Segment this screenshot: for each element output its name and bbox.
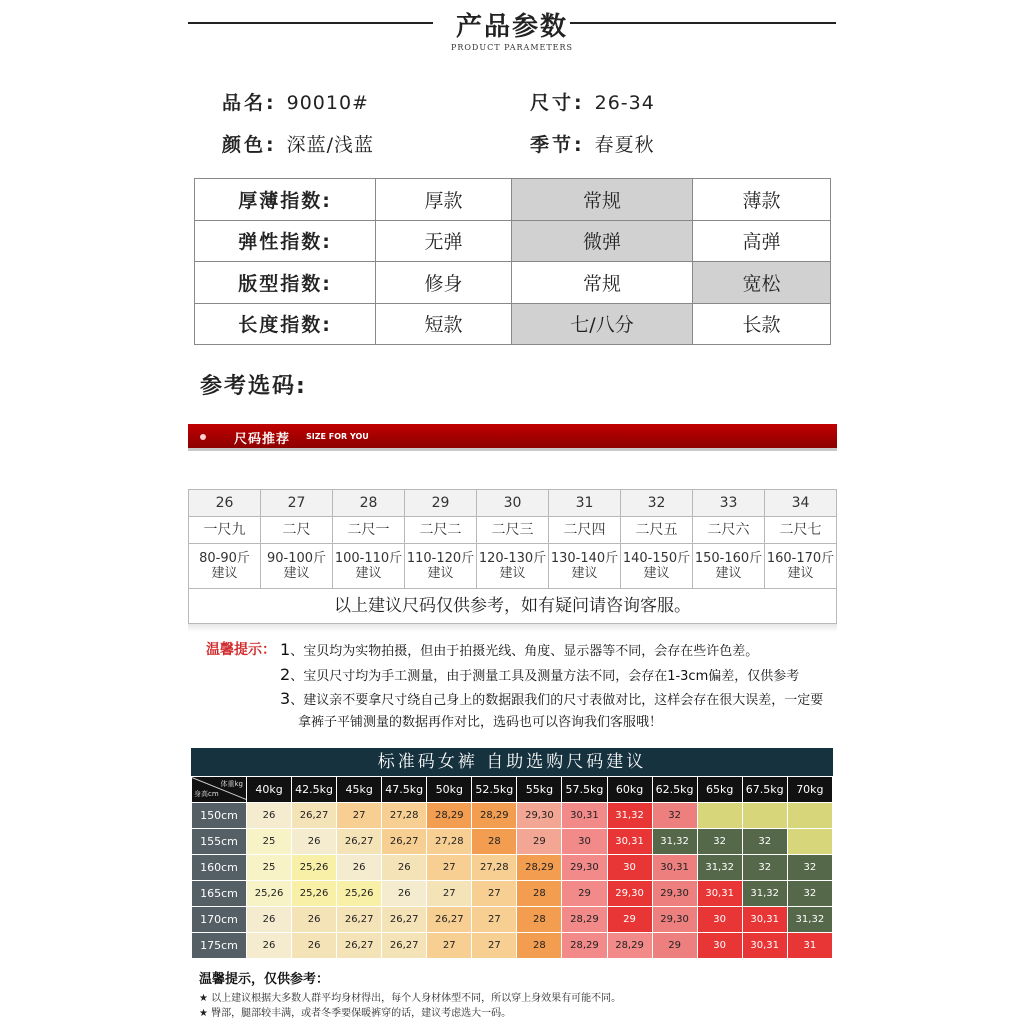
tip-1 [280,640,758,659]
chart-cell: 25,26 [292,855,337,881]
tip-3 [280,689,823,708]
waist-cell: 二尺七 [765,517,837,544]
chart-cell: 26,27 [337,829,382,855]
index-option: 常规 [512,262,693,304]
waist-cell: 二尺一 [333,517,405,544]
size-cell: 26 [189,490,261,517]
chart-corner-cell [192,777,247,803]
suggest-word: 建议 [715,566,742,581]
chart-cell: 26 [292,829,337,855]
product-color [222,130,374,157]
product-name [222,88,369,115]
chart-cell: 26 [337,855,382,881]
chart-cell: 29,30 [517,803,562,829]
size-cell: 31 [549,490,621,517]
weight-header: 50kg [427,777,472,803]
waist-row [189,517,837,544]
chart-cell: 29,30 [562,855,607,881]
index-row-label: 版型指数: [195,262,376,304]
chart-cell: 28 [472,829,517,855]
weight-header: 42.5kg [292,777,337,803]
chart-cell [742,803,787,829]
chart-cell [787,829,832,855]
index-row [195,220,831,262]
chart-cell: 25,26 [247,881,292,907]
suggest-word: 建议 [211,566,238,581]
chart-cell: 30,31 [742,933,787,959]
weight-header: 52.5kg [472,777,517,803]
weight-range: 130-140斤 [550,551,619,566]
waist-cell: 二尺 [261,517,333,544]
chart-cell: 31,32 [697,855,742,881]
chart-cell: 26 [292,933,337,959]
chart-row [192,855,833,881]
index-option: 短款 [376,303,512,345]
chart-cell [697,803,742,829]
waist-cell: 二尺三 [477,517,549,544]
size-cell: 28 [333,490,405,517]
index-option: 薄款 [693,179,831,221]
index-option: 修身 [376,262,512,304]
weight-header: 67.5kg [742,777,787,803]
warm-tip-2: ★ 臀部，腿部较丰满，或者冬季要保暖裤穿的话，建议考虑选大一码。 [199,1008,512,1019]
chart-cell: 32 [787,855,832,881]
chart-cell: 30 [607,855,652,881]
chart-cell: 31,32 [742,881,787,907]
weight-header: 47.5kg [382,777,427,803]
weight-range: 90-100斤 [266,551,327,566]
product-size-label: 尺寸: [530,92,585,114]
chart-cell: 29,30 [607,881,652,907]
suggest-word: 建议 [427,566,454,581]
weight-range: 100-110斤 [334,551,403,566]
index-option: 厚款 [376,179,512,221]
weight-header: 55kg [517,777,562,803]
weight-header: 60kg [607,777,652,803]
chart-cell: 30,31 [742,907,787,933]
size-chart-table [191,776,833,959]
chart-cell: 31,32 [607,803,652,829]
index-row [195,303,831,345]
size-cell: 34 [765,490,837,517]
weight-range: 150-160斤 [694,551,763,566]
index-option: 七/八分 [512,303,693,345]
suggest-word: 建议 [355,566,382,581]
product-name-value: 90010# [286,92,369,114]
chart-cell: 28 [517,881,562,907]
chart-cell: 25 [247,829,292,855]
chart-cell: 25 [247,855,292,881]
weight-header: 62.5kg [652,777,697,803]
chart-cell: 32 [652,803,697,829]
chart-cell: 26,27 [292,803,337,829]
suggest-word: 建议 [643,566,670,581]
product-size [530,88,655,115]
chart-cell: 29,30 [652,907,697,933]
waist-cell: 二尺二 [405,517,477,544]
chart-cell: 28,29 [562,907,607,933]
chart-cell: 27 [472,933,517,959]
chart-cell: 27 [472,907,517,933]
page-title: 产品参数 [455,12,568,42]
suggest-word: 建议 [499,566,526,581]
weight-cell [765,544,837,589]
index-option: 微弹 [512,220,693,262]
weight-row [189,544,837,589]
height-header: 165cm [192,881,247,907]
waist-cell: 二尺四 [549,517,621,544]
size-cell: 29 [405,490,477,517]
chart-cell: 27 [427,881,472,907]
weight-cell [549,544,621,589]
suggest-word: 建议 [283,566,310,581]
chart-cell: 29 [517,829,562,855]
tip-2 [280,665,799,684]
index-option: 长款 [693,303,831,345]
size-cell: 27 [261,490,333,517]
chart-cell: 28,29 [427,803,472,829]
chart-cell: 25,26 [292,881,337,907]
chart-cell: 30,31 [562,803,607,829]
tip-1-num: 1 [280,640,291,659]
chart-cell: 32 [787,881,832,907]
corner-height-label: 身高cm [194,790,219,798]
chart-cell: 26,27 [382,933,427,959]
chart-cell: 27 [472,881,517,907]
chart-cell: 28,29 [562,933,607,959]
chart-cell: 28,29 [607,933,652,959]
product-season-value: 春夏秋 [594,134,655,156]
index-row [195,262,831,304]
size-cell: 32 [621,490,693,517]
index-option: 无弹 [376,220,512,262]
weight-header: 65kg [697,777,742,803]
weight-header: 40kg [247,777,292,803]
chart-cell [787,803,832,829]
height-header: 160cm [192,855,247,881]
weight-cell [333,544,405,589]
index-table [194,178,831,345]
chart-cell: 30,31 [697,881,742,907]
weight-range: 80-90斤 [199,551,250,566]
weight-range: 110-120斤 [406,551,475,566]
weight-cell [189,544,261,589]
weight-cell [621,544,693,589]
chart-cell: 26 [247,803,292,829]
waist-cell: 二尺六 [693,517,765,544]
chart-row [192,907,833,933]
waist-cell: 一尺九 [189,517,261,544]
chart-row [192,933,833,959]
chart-cell: 26 [247,907,292,933]
size-recommend-table [188,489,837,589]
index-row [195,179,831,221]
chart-cell: 32 [742,855,787,881]
weight-range: 120-130斤 [478,551,547,566]
chart-cell: 32 [742,829,787,855]
height-header: 155cm [192,829,247,855]
chart-cell: 26 [292,907,337,933]
product-color-label: 颜色: [222,134,277,156]
chart-cell: 31,32 [787,907,832,933]
banner-subtitle: SIZE FOR YOU [306,432,369,441]
chart-cell: 29 [607,907,652,933]
size-banner [188,424,837,451]
chart-cell: 30 [562,829,607,855]
chart-cell: 31 [787,933,832,959]
chart-cell: 29,30 [652,881,697,907]
chart-cell: 26,27 [427,907,472,933]
chart-cell: 26,27 [382,907,427,933]
chart-cell: 26 [382,855,427,881]
product-size-value: 26-34 [594,92,655,114]
product-season-label: 季节: [530,134,585,156]
chart-cell: 29 [652,933,697,959]
warm-tip-1: ★ 以上建议根据大多数人群平均身材得出，每个人身材体型不同，所以穿上身效果有可能不同。 [199,993,622,1004]
weight-cell [693,544,765,589]
tip-2-text: 、宝贝尺寸均为手工测量，由于测量工具及测量方法不同，会存在1-3cm偏差，仅供参考 [290,669,800,684]
recommend-note: 以上建议尺码仅供参考，如有疑问请咨询客服。 [188,589,837,624]
chart-cell: 27,28 [382,803,427,829]
warm-tips-title: 温馨提示，仅供参考： [199,972,330,987]
product-name-label: 品名: [222,92,277,114]
reference-title: 参考选码: [200,374,307,399]
chart-cell: 28,29 [517,855,562,881]
tip-2-num: 2 [280,665,291,684]
chart-cell: 26 [382,881,427,907]
height-header: 150cm [192,803,247,829]
chart-cell: 32 [697,829,742,855]
tips-label: 温馨提示： [206,642,276,658]
index-option: 常规 [512,179,693,221]
weight-header: 57.5kg [562,777,607,803]
chart-cell: 26,27 [337,907,382,933]
index-option: 宽松 [693,262,831,304]
chart-cell: 27,28 [472,855,517,881]
height-header: 170cm [192,907,247,933]
chart-row [192,803,833,829]
chart-cell: 27 [427,855,472,881]
bullet-icon [200,434,206,440]
tip-3-text: 、建议亲不要拿尺寸绕自己身上的数据跟我们的尺寸表做对比，这样会存在很大误差，一定要 [290,693,824,708]
chart-cell: 26,27 [337,933,382,959]
chart-cell: 30,31 [652,855,697,881]
chart-cell: 29 [562,881,607,907]
product-color-value: 深蓝/浅蓝 [286,134,375,156]
chart-cell: 28 [517,933,562,959]
tip-1-text: 、宝贝均为实物拍摄，但由于拍摄光线、角度、显示器等不同，会存在些许色差。 [290,644,759,659]
suggest-word: 建议 [571,566,598,581]
weight-cell [261,544,333,589]
chart-cell: 27,28 [427,829,472,855]
waist-cell: 二尺五 [621,517,693,544]
weight-header: 70kg [787,777,832,803]
suggest-word: 建议 [787,566,814,581]
product-season [530,130,655,157]
chart-cell: 30,31 [607,829,652,855]
weight-header: 45kg [337,777,382,803]
size-chart-title: 标准码女裤 自助选购尺码建议 [191,748,833,776]
weight-cell [405,544,477,589]
chart-cell: 26,27 [382,829,427,855]
weight-cell [477,544,549,589]
chart-row [192,881,833,907]
banner-title: 尺码推荐 [234,432,291,447]
chart-header-row [192,777,833,803]
chart-cell: 25,26 [337,881,382,907]
chart-cell: 28,29 [472,803,517,829]
size-cell: 30 [477,490,549,517]
index-option: 高弹 [693,220,831,262]
size-row [189,490,837,517]
chart-cell: 31,32 [652,829,697,855]
tip-3-num: 3 [280,689,291,708]
chart-cell: 30 [697,907,742,933]
weight-range: 140-150斤 [622,551,691,566]
chart-cell: 26 [247,933,292,959]
page-subtitle: PRODUCT PARAMETERS [450,43,574,52]
chart-cell: 30 [697,933,742,959]
index-row-label: 弹性指数: [195,220,376,262]
weight-range: 160-170斤 [766,551,835,566]
chart-cell: 27 [427,933,472,959]
chart-row [192,829,833,855]
index-row-label: 厚薄指数: [195,179,376,221]
chart-cell: 27 [337,803,382,829]
height-header: 175cm [192,933,247,959]
tip-3-continuation: 拿裤子平铺测量的数据再作对比，选码也可以咨询我们客服哦！ [298,715,663,730]
note-shadow [188,624,837,632]
corner-weight-label: 体重kg [220,780,243,788]
chart-cell: 28 [517,907,562,933]
size-cell: 33 [693,490,765,517]
index-row-label: 长度指数: [195,303,376,345]
